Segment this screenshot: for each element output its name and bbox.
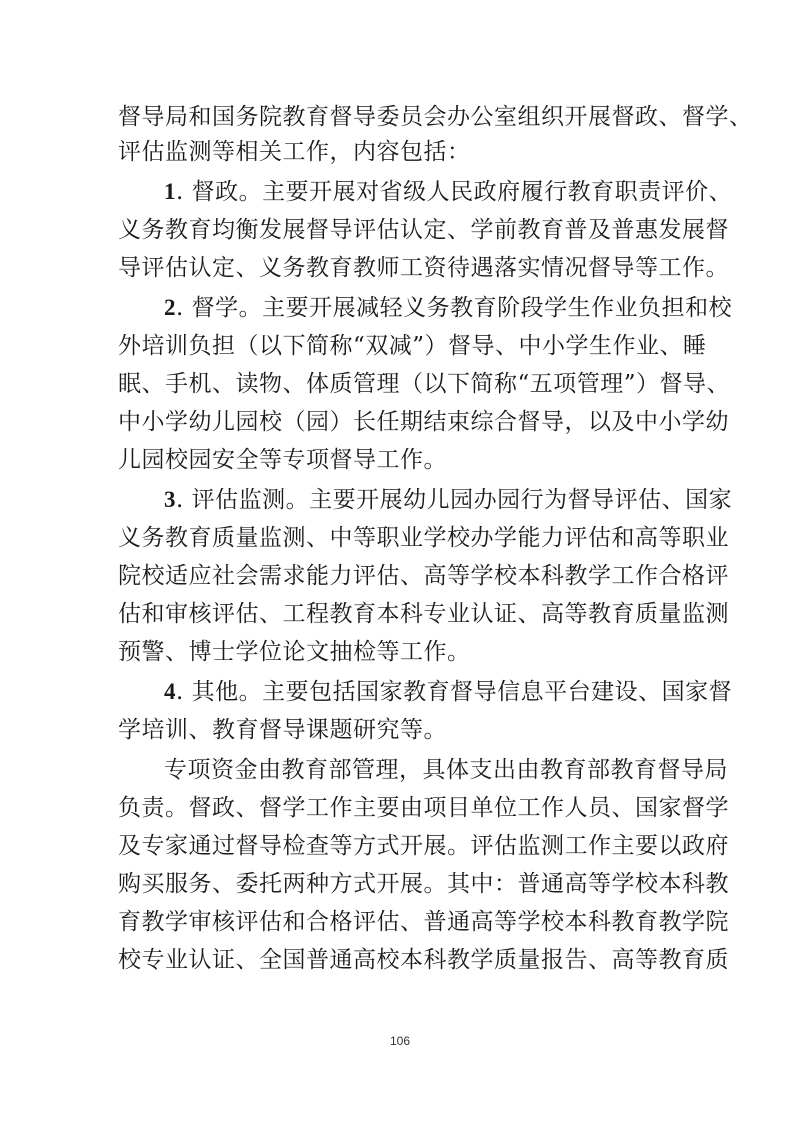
line-text: 导评估认定、义务教育教师工资待遇落实情况督导等工作。 (118, 255, 729, 281)
text-line (118, 369, 731, 399)
text-line (118, 445, 690, 475)
text-line (118, 407, 729, 437)
text-line (118, 599, 729, 629)
text-line (118, 907, 729, 937)
text-line (118, 215, 729, 245)
text-line (118, 137, 690, 167)
text-line (164, 293, 733, 323)
text-line (118, 331, 707, 361)
line-text: . 督政。主要开展对省级人民政府履行教育职责评价、 (176, 179, 733, 205)
line-text: . 评估监测。主要开展幼儿园办园行为督导评估、国家 (176, 487, 733, 513)
text-line (164, 677, 733, 707)
item-number: 1 (164, 179, 176, 204)
line-text: 购买服务、委托两种方式开展。其中：普通高等学校本科教 (118, 871, 729, 897)
line-text: 校专业认证、全国普通高校本科教学质量报告、高等教育质 (118, 947, 729, 973)
line-text: 负责。督政、督学工作主要由项目单位工作人员、国家督学 (118, 795, 729, 821)
text-line (118, 869, 729, 899)
line-text: 督导局和国务院教育督导委员会办公室组织开展督政、督学、 (118, 104, 753, 130)
item-number: 3 (164, 487, 176, 512)
line-text: 义务教育均衡发展督导评估认定、学前教育普及普惠发展督 (118, 217, 729, 243)
text-line (118, 715, 690, 745)
line-text: 儿园校园安全等专项督导工作。 (118, 447, 447, 473)
line-text: 评估监测等相关工作，内容包括： (118, 139, 471, 165)
line-text: 眠、手机、读物、体质管理（以下简称“五项管理”）督导、 (118, 371, 731, 397)
line-text: 及专家通过督导检查等方式开展。评估监测工作主要以政府 (118, 833, 729, 859)
line-text: 估和审核评估、工程教育本科专业认证、高等教育质量监测 (118, 601, 729, 627)
text-line (118, 523, 729, 553)
text-line (118, 253, 729, 283)
text-line (118, 831, 729, 861)
text-line (118, 102, 753, 132)
line-text: 预警、博士学位论文抽检等工作。 (118, 639, 471, 665)
item-number: 4 (164, 679, 176, 704)
line-text: 外培训负担（以下简称“双减”）督导、中小学生作业、睡 (118, 333, 707, 359)
line-text: 义务教育质量监测、中等职业学校办学能力评估和高等职业 (118, 525, 729, 551)
text-line (118, 793, 729, 823)
line-text: 专项资金由教育部管理，具体支出由教育部教育督导局 (164, 757, 728, 783)
text-line (118, 945, 729, 975)
line-text: 学培训、教育督导课题研究等。 (118, 717, 447, 743)
text-line (164, 177, 733, 207)
line-text: . 督学。主要开展减轻义务教育阶段学生作业负担和校 (176, 295, 733, 321)
page-number: 106 (389, 1034, 411, 1048)
line-text: 育教学审核评估和合格评估、普通高等学校本科教育教学院 (118, 909, 729, 935)
text-line (164, 485, 733, 515)
line-text: 院校适应社会需求能力评估、高等学校本科教学工作合格评 (118, 563, 729, 589)
item-number: 2 (164, 295, 176, 320)
text-line (118, 637, 690, 667)
line-text: . 其他。主要包括国家教育督导信息平台建设、国家督 (176, 679, 733, 705)
text-line (164, 755, 728, 785)
line-text: 中小学幼儿园校（园）长任期结束综合督导，以及中小学幼 (118, 409, 729, 435)
text-line (118, 561, 729, 591)
